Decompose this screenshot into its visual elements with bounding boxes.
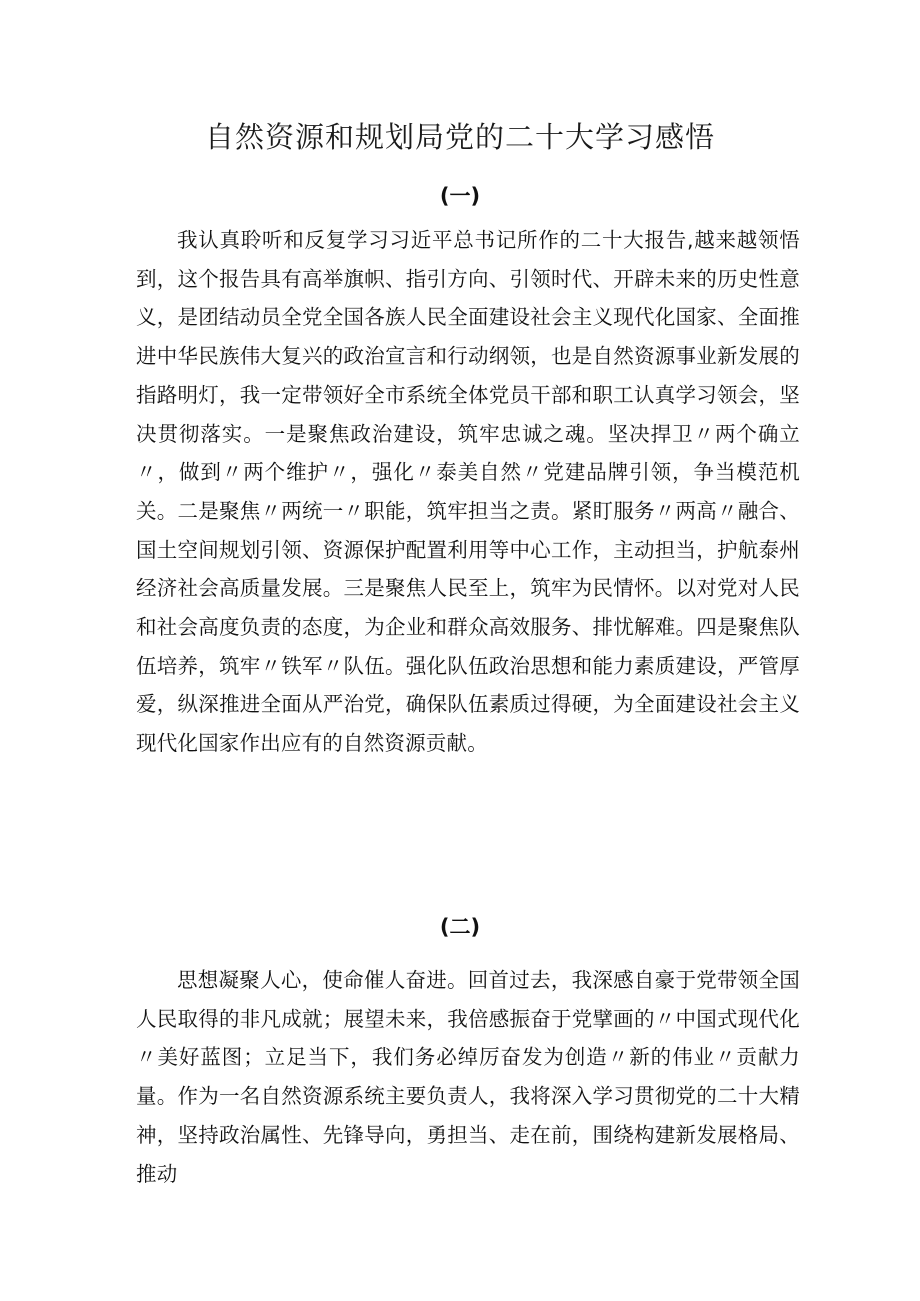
section-heading-1: (一) bbox=[439, 184, 481, 208]
section-2-paragraph: 思想凝聚人心，使命催人奋进。回首过去，我深感自豪于党带领全国人民取得的非凡成就；展望未来，我倍感振奋于党擘画的〃中国式现代化〃美好蓝图；立足当下，我们务必绰厉奋发为创造〃新的伟业〃贡献力量。作为一名自然资源系统主要负责人，我将深入学习贯彻党的二十大精神，坚持政治属性、先锋导向，勇担当、走在前，围绕构建新发展格局、推动 bbox=[136, 968, 800, 1186]
document-title: 自然资源和规划局党的二十大学习感悟 bbox=[204, 120, 715, 154]
section-heading-2: (二) bbox=[439, 915, 481, 939]
section-1-paragraph: 我认真聆听和反复学习习近平总书记所作的二十大报告,越来越领悟到，这个报告具有高举旗帜、指引方向、引领时代、开辟未来的历史性意义，是团结动员全党全国各族人民全面建设社会主义现代化国家、全面推进中华民族伟大复兴的政治宣言和行动纲领，也是自然资源事业新发展的指路明灯，我一定带领好全市系统全体党员干部和职工认真学习领会，坚决贯彻落实。一是聚焦政治建设，筑牢忠诚之魂。坚决捍卫〃两个确立〃，做到〃两个维护〃，强化〃泰美自然〃党建品牌引领，争当模范机关。二是聚焦〃两统一〃职能，筑牢担当之责。紧盯服务〃两高〃融合、国土空间规划引领、资源保护配置利用等中心工作，主动担当，护航泰州经济社会高质量发展。三是聚焦人民至上，筑牢为民情怀。以对党对人民和社会高度负责的态度，为企业和群众高效服务、排忧解难。四是聚焦队伍培养，筑牢〃铁军〃队伍。强化队伍政治思想和能力素质建设，严管厚爱，纵深推进全面从严治党，确保队伍素质过得硬，为全面建设社会主义现代化国家作出应有的自然资源贡献。 bbox=[136, 228, 800, 756]
